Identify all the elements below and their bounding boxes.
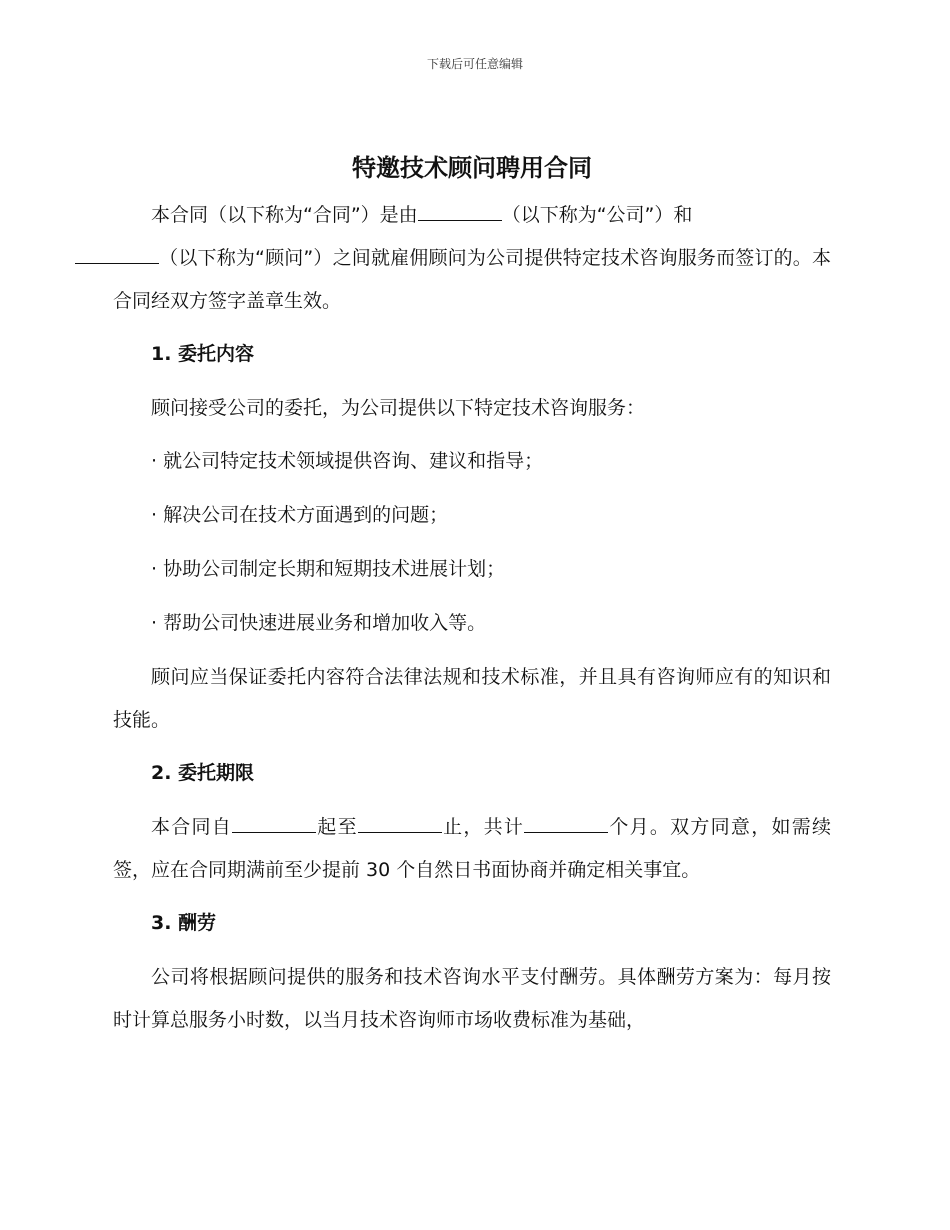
section-3-heading: 3. 酬劳: [151, 912, 217, 934]
list-item: · 就公司特定技术领域提供咨询、建议和指导；: [151, 450, 544, 472]
section-2-text: [113, 806, 831, 892]
term-text-4: 个月。双方同意，如需续签，应在合同期满前至少提前 30 个自然日书面协商并确定相关事宜。: [113, 816, 831, 881]
term-text-3: 止，共计: [441, 816, 525, 838]
document-title: 特邀技术顾问聘用合同: [352, 154, 592, 182]
list-item: · 帮助公司快速进展业务和增加收入等。: [151, 612, 487, 634]
intro-paragraph: [113, 194, 831, 323]
company-name-blank[interactable]: [418, 201, 502, 221]
intro-text-2: （以下称为“公司”）和: [501, 204, 693, 226]
end-date-blank[interactable]: [358, 813, 442, 833]
page-header-note: 下载后可任意编辑: [426, 57, 523, 71]
list-item: · 解决公司在技术方面遇到的问题；: [151, 504, 449, 526]
contract-document: [113, 148, 831, 1052]
section-1-lead: 顾问接受公司的委托，为公司提供以下特定技术咨询服务：: [151, 397, 646, 419]
section-1-closing: 顾问应当保证委托内容符合法律法规和技术标准，并且具有咨询师应有的知识和技能。: [113, 666, 831, 731]
intro-text-3: （以下称为“顾问”）之间就雇佣顾问为公司提供特定技术咨询服务而签订的。本合同经双方签字盖章生效。: [113, 247, 831, 312]
consultant-name-blank[interactable]: [75, 244, 159, 264]
section-3-text: 公司将根据顾问提供的服务和技术咨询水平支付酬劳。具体酬劳方案为：每月按时计算总服务小时数，以当月技术咨询师市场收费标准为基础，: [113, 966, 831, 1031]
start-date-blank[interactable]: [232, 813, 316, 833]
term-text-1: 本合同自: [151, 816, 233, 838]
intro-text-1: 本合同（以下称为“合同”）是由: [151, 204, 418, 226]
section-1-heading: 1. 委托内容: [151, 343, 255, 365]
section-2-heading: 2. 委托期限: [151, 762, 255, 784]
months-blank[interactable]: [524, 813, 608, 833]
list-item: · 协助公司制定长期和短期技术进展计划；: [151, 558, 506, 580]
term-text-2: 起至: [316, 816, 358, 838]
